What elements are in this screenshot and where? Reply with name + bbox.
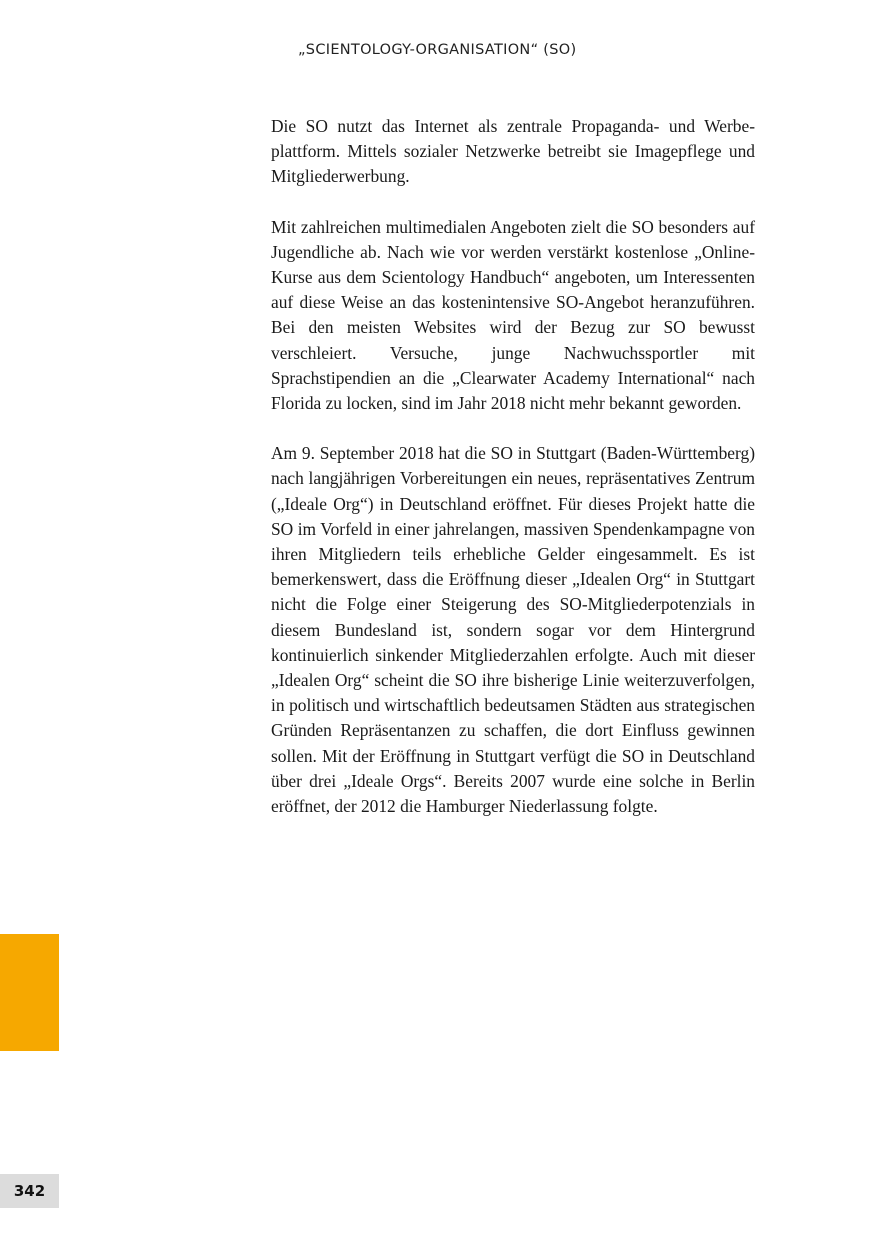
body-text (271, 114, 755, 819)
page-number-box (0, 1174, 59, 1208)
page-number: 342 (13, 1182, 46, 1200)
paragraph-youth-offers: Mit zahlreichen multimedialen Angeboten zielt die SO besonders auf Jugendliche ab. Nach wie vor werden verstärkt kostenlose „Online-Kurse aus dem Scientology Handbuch“ angeboten, um Interessenten auf diese Weise an das kostenintensive SO-Angebot heranzuführen. Bei den meisten Websites wird der Bezug zur SO bewusst verschleiert. Versuche, junge Nachwuchssportler mit Sprachstipendien an die „Clearwater Academy International“ nach Florida zu locken, sind im Jahr 2018 nicht mehr bekannt geworden. (271, 216, 755, 414)
running-header: „SCIENTOLOGY-ORGANISATION“ (SO) (298, 42, 577, 58)
chapter-color-tab (0, 934, 59, 1051)
paragraph-internet-propaganda: Die SO nutzt das Internet als zentrale Propaganda- und Werbeplattform. Mittels sozialer Netzwerke betreibt sie Imagepflege und Mitgliederwerbung. (271, 116, 755, 187)
paragraph-ideale-org-stuttgart: Am 9. September 2018 hat die SO in Stuttgart (Baden-Württemberg) nach langjährigen Vorbereitungen ein neues, repräsentatives Zentrum („Ideale Org“) in Deutschland eröffnet. Für dieses Projekt hatte die SO im Vorfeld in einer jahrelangen, massiven Spendenkampagne von ihren Mitgliedern teils erhebliche Gelder eingesammelt. Es ist bemerkenswert, dass die Eröffnung dieser „Idealen Org“ in Stuttgart nicht die Folge einer Steigerung des SO-Mitgliederpotenzials in diesem Bundesland ist, sondern sogar vor dem Hintergrund kontinuierlich sinkender Mitgliederzahlen erfolgte. Auch mit dieser „Idealen Org“ scheint die SO ihre bisherige Linie weiterzuverfolgen, in politisch und wirtschaftlich bedeutsamen Städten aus strategischen Gründen Repräsentanzen zu schaffen, die dort Einfluss gewinnen sollen. Mit der Eröffnung in Stuttgart verfügt die SO in Deutschland über drei „Ideale Orgs“. Bereits 2007 wurde eine solche in Berlin eröffnet, der 2012 die Hamburger Niederlassung folgte. (271, 443, 755, 817)
